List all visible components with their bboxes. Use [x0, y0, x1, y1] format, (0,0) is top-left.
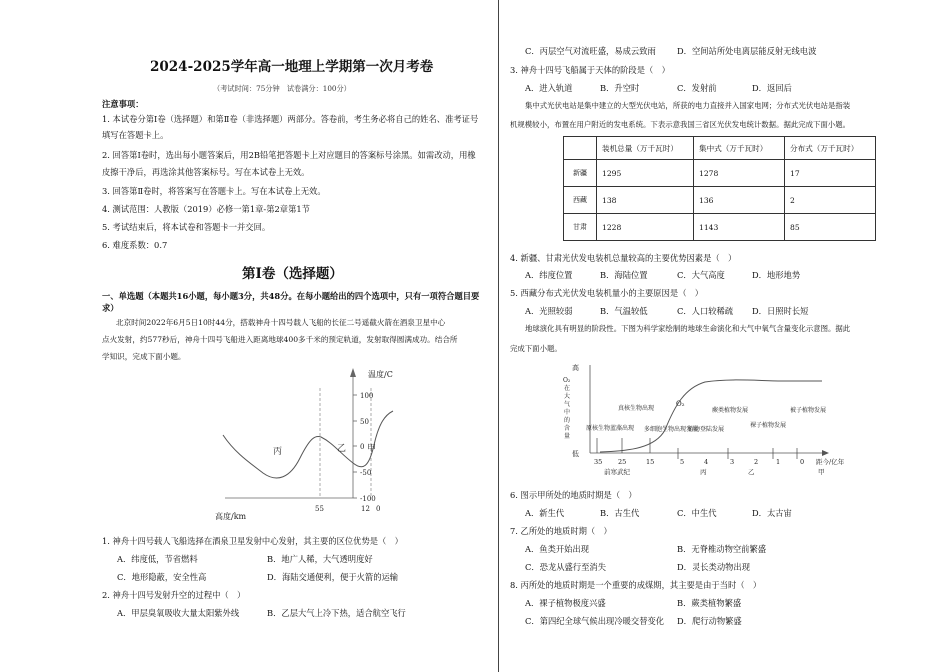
event-label: 植物登陆发展 — [688, 426, 725, 433]
y-tick-label: 0 — [360, 443, 365, 451]
x-tick-label: 15 — [646, 458, 655, 466]
notice-line: 4. 测试范围：人教版（2019）必修一第1章-第2章第1节 — [102, 204, 310, 214]
event-label: 多细胞生物出现发展 — [644, 426, 699, 433]
q6-option-d: D．太古宙 — [752, 508, 792, 518]
q4-option-c: C．大气高度 — [677, 270, 725, 280]
q7-option-c: C．恐龙从盛行至消失 — [525, 562, 607, 572]
page-title: 2024-2025学年高一地理上学期第一次月考卷 — [150, 59, 434, 75]
table-row — [564, 160, 876, 187]
solar-power-table — [563, 136, 876, 241]
q5-option-a: A．光照较弱 — [525, 306, 573, 316]
table-cell: 1143 — [694, 214, 785, 241]
x-tick-label: 5 — [680, 458, 685, 466]
x-tick-label: 25 — [618, 458, 627, 466]
y-axis-label-char: 量 — [564, 433, 571, 440]
notice-line: 皮擦干净后，再选涂其他答案标号。写在本试卷上无效。 — [102, 167, 310, 177]
q1-option-d: D．海陆交通便利，便于火箭的运输 — [267, 572, 399, 582]
table-row — [564, 214, 876, 241]
x-tick-label: 2 — [754, 458, 759, 466]
section-title: 第Ⅰ卷（选择题） — [242, 266, 343, 282]
y-axis-bottom-label: 低 — [572, 450, 579, 458]
table-header-cell: 装机总量（万千瓦时） — [597, 137, 694, 160]
event-label: 被子植物发展 — [790, 407, 827, 414]
table-row-header: 新疆 — [564, 160, 597, 187]
q3-option-d: D．返回后 — [752, 83, 792, 93]
x-tick-label: 0 — [800, 458, 805, 466]
y-axis-label-char: 含 — [564, 425, 571, 432]
question-4-stem: 4. 新疆、甘肃光伏发电装机总量较高的主要优势因素是（ ） — [510, 253, 737, 263]
q4-option-d: D．地形地势 — [752, 270, 801, 280]
q8-option-d: D．爬行动物繁盛 — [677, 616, 742, 626]
q1-option-c: C．地形隐蔽，安全性高 — [117, 572, 207, 582]
x-axis-label: 高度/km — [215, 512, 247, 521]
layer-label-bing: 丙 — [273, 447, 283, 457]
table-header-row — [564, 137, 876, 160]
table-cell: 2 — [785, 187, 876, 214]
y-axis-label-char: O₂ — [563, 377, 571, 384]
question-2-stem: 2. 神舟十四号发射升空的过程中（ ） — [102, 590, 246, 600]
q7-option-d: D．灵长类动物出现 — [677, 562, 751, 572]
passage2-line: 集中式光伏电站是集中建立的大型光伏电站，所获的电力直接并入国家电网；分布式光伏电站是指装 — [525, 101, 851, 110]
x-tick-label: 0 — [376, 505, 381, 513]
q8-option-a: A．裸子植物极度兴盛 — [525, 598, 606, 608]
notice-line: 填写在答题卡上。 — [102, 130, 169, 140]
event-label: 原核生物蓝藻出现 — [586, 425, 635, 432]
event-label: 裸子植物发展 — [750, 422, 787, 429]
q2-option-d: D．空间站所处电离层能反射无线电波 — [677, 46, 817, 56]
passage2-line: 机规模较小，布置在用户附近的发电系统。下表示意我国三省区光伏发电统计数据。据此完成下面小题。 — [510, 120, 850, 129]
question-7-stem: 7. 乙所处的地质时期（ ） — [510, 526, 612, 536]
q1-option-b: B．地广人稀，大气透明度好 — [267, 554, 373, 564]
y-axis-label-char: 气 — [564, 401, 571, 408]
passage3-line: 完成下面小题。 — [510, 344, 562, 353]
q6-option-c: C．中生代 — [677, 508, 717, 518]
table-corner-cell — [564, 137, 597, 160]
q4-option-b: B．海陆位置 — [600, 270, 648, 280]
x-tick-label: 1 — [776, 458, 781, 466]
q7-option-a: A．鱼类开始出现 — [525, 544, 590, 554]
x-tick-label: 3 — [730, 458, 735, 466]
y-axis-label-char: 大 — [564, 393, 571, 400]
q4-option-a: A．纬度位置 — [525, 270, 573, 280]
y-axis-label: 温度/C — [368, 370, 393, 379]
q3-option-a: A．进入轨道 — [525, 83, 573, 93]
q8-option-b: B．蕨类植物繁盛 — [677, 598, 742, 608]
y-tick-label: 100 — [360, 392, 374, 400]
q6-option-b: B．古生代 — [600, 508, 640, 518]
atmosphere-temperature-chart — [215, 363, 420, 523]
part-heading: 一、单选题（本题共16小题，每小题3分，共48分。在每小题给出的四个选项中，只有一项符合题目要 — [102, 291, 480, 301]
table-cell: 1295 — [597, 160, 694, 187]
q5-option-b: B．气温较低 — [600, 306, 648, 316]
x-tick-label: 12 — [361, 505, 370, 513]
question-8-stem: 8. 丙所处的地质时期是一个重要的成煤期，其主要是由于当时（ ） — [510, 580, 762, 590]
y-axis-label-char: 中 — [564, 409, 571, 416]
q1-option-a: A．纬度低，节省燃料 — [117, 554, 198, 564]
notice-line: 1. 本试卷分第Ⅰ卷（选择题）和第Ⅱ卷（非选择题）两部分。答卷前，考生务必将自己的姓名、准考证号 — [102, 114, 479, 124]
page-divider — [498, 0, 499, 672]
q5-option-d: D．日照时长短 — [752, 306, 809, 316]
table-header-cell: 分布式（万千瓦时） — [785, 137, 876, 160]
table-header-cell: 集中式（万千瓦时） — [694, 137, 785, 160]
q8-option-c: C．第四纪全球气候出现冷暖交替变化 — [525, 616, 665, 626]
table-cell: 17 — [785, 160, 876, 187]
y-tick-label: 50 — [360, 418, 369, 426]
notice-line: 5. 考试结束后，将本试卷和答题卡一并交回。 — [102, 222, 271, 232]
passage-line: 北京时间2022年6月5日10时44分，搭载神舟十四号载人飞船的长征二号遥截火箭在酒泉卫星中心 — [116, 318, 446, 327]
notice-line: 3. 回答第Ⅱ卷时，将答案写在答题卡上。写在本试卷上无效。 — [102, 186, 326, 196]
layer-label-jia: 甲 — [367, 444, 377, 454]
notice-title: 注意事项： — [102, 99, 144, 109]
question-5-stem: 5. 西藏分布式光伏发电装机量小的主要原因是（ ） — [510, 288, 704, 298]
table-row — [564, 187, 876, 214]
table-cell: 85 — [785, 214, 876, 241]
x-axis-label: 距今/亿年 — [816, 458, 845, 466]
table-row-header: 西藏 — [564, 187, 597, 214]
era-label: 甲 — [818, 468, 825, 476]
y-axis-arrow — [350, 368, 356, 377]
x-tick-label: 35 — [594, 458, 603, 466]
y-axis-label-char: 在 — [564, 385, 571, 392]
q2-option-a: A．甲层臭氧吸收大量太阳紫外线 — [117, 608, 240, 618]
x-tick-label: 55 — [315, 505, 324, 513]
x-axis-arrow — [822, 450, 829, 456]
table-row-header: 甘肃 — [564, 214, 597, 241]
table-cell: 1278 — [694, 160, 785, 187]
exam-info: （考试时间：75分钟 试卷满分：100分） — [213, 84, 351, 93]
passage-line: 学知识，完成下面小题。 — [102, 352, 186, 361]
notice-line: 6. 难度系数：0.7 — [102, 240, 168, 250]
notice-line: 2. 回答第Ⅰ卷时，选出每小题答案后，用2B铅笔把答题卡上对应题目的答案标号涂黑。如需改动，用橡 — [102, 150, 476, 160]
q3-option-b: B．升空时 — [600, 83, 640, 93]
era-label: 丙 — [700, 468, 707, 476]
era-label: 乙 — [748, 468, 755, 476]
q3-option-c: C．发射前 — [677, 83, 717, 93]
q2-option-b: B．乙层大气上冷下热，适合航空飞行 — [267, 608, 406, 618]
passage3-line: 地球演化具有明显的阶段性。下图为科学家绘制的地球生命演化和大气中氧气含量变化示意图。据此 — [525, 324, 851, 333]
part-heading: 求） — [102, 303, 119, 313]
layer-label-yi: 乙 — [337, 444, 347, 454]
event-label: 蕨类植物发展 — [712, 407, 749, 414]
y-axis-label-char: 的 — [564, 417, 571, 424]
oxygen-label: O₂ — [676, 400, 685, 408]
y-axis-top-label: 高 — [572, 364, 579, 372]
table-cell: 136 — [694, 187, 785, 214]
q7-option-b: B．无脊椎动物空前繁盛 — [677, 544, 767, 554]
passage-line: 点火发射，约577秒后，神舟十四号飞船进入距离地球400多千米的预定轨道，发射取得圆满成功。结合所 — [102, 335, 458, 344]
table-cell: 1228 — [597, 214, 694, 241]
table-cell: 138 — [597, 187, 694, 214]
oxygen-curve — [600, 380, 822, 452]
q6-option-a: A．新生代 — [525, 508, 565, 518]
event-label: 真核生物出现 — [618, 405, 655, 412]
life-evolution-oxygen-chart — [560, 360, 860, 478]
q5-option-c: C．人口较稀疏 — [677, 306, 734, 316]
era-label: 前寒武纪 — [604, 468, 630, 476]
x-tick-label: 4 — [704, 458, 709, 466]
question-1-stem: 1. 神舟十四号载人飞船选择在酒泉卫星发射中心发射，其主要的区位优势是（ ） — [102, 536, 403, 546]
q2-option-c: C．丙层空气对流旺盛，易成云致雨 — [525, 46, 656, 56]
y-tick-label: -100 — [360, 495, 376, 503]
question-3-stem: 3. 神舟十四号飞船属于天体的阶段是（ ） — [510, 65, 670, 75]
y-tick-label: -50 — [360, 469, 372, 477]
question-6-stem: 6. 图示甲所处的地质时期是（ ） — [510, 490, 637, 500]
